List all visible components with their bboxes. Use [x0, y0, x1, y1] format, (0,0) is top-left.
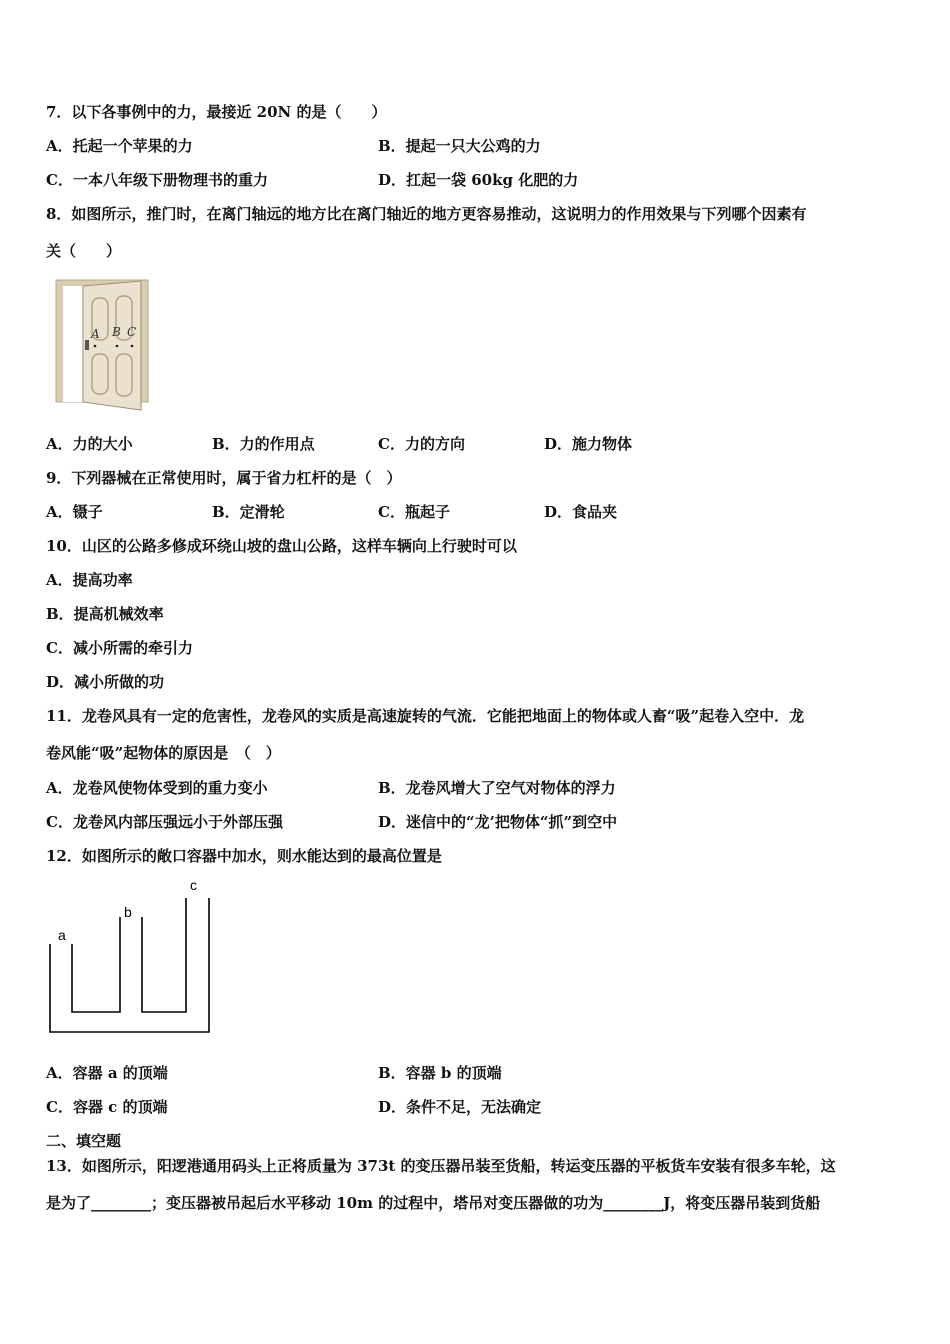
q12-option-c: C．容器 c 的顶端 — [46, 1098, 168, 1116]
q13-line1: 13．如图所示，阳逻港通用码头上正将质量为 373t 的变压器吊装至货船，转运变压器的平板货车安装有很多车轮，这 — [46, 1157, 836, 1175]
q7-option-a: A．托起一个苹果的力 — [46, 137, 193, 155]
q8-option-c: C．力的方向 — [378, 435, 465, 453]
door-point-c — [131, 345, 134, 348]
q11-option-b: B．龙卷风增大了空气对物体的浮力 — [378, 779, 616, 797]
q7-option-c: C．一本八年级下册物理书的重力 — [46, 171, 268, 189]
door-figure — [55, 278, 155, 414]
q13-line2: 是为了________；变压器被吊起后水平移动 10m 的过程中，塔吊对变压器做的功为________J，将变压器吊装到货船 — [46, 1194, 821, 1212]
q10-option-a: A．提高功率 — [46, 571, 133, 589]
q12-stem: 12．如图所示的敞口容器中加水，则水能达到的最高位置是 — [46, 847, 442, 865]
door-label-a: A — [91, 327, 100, 341]
q10-option-c: C．减小所需的牵引力 — [46, 639, 193, 657]
door-point-b — [116, 345, 119, 348]
q10-option-b: B．提高机械效率 — [46, 605, 164, 623]
vessel-label-a: a — [58, 927, 66, 943]
q9-option-d: D．食品夹 — [544, 503, 618, 521]
q9-stem: 9．下列器械在正常使用时，属于省力杠杆的是（ ） — [46, 469, 402, 487]
vessel-label-b: b — [124, 904, 132, 920]
door-label-c: C — [127, 325, 137, 339]
q12-option-b: B．容器 b 的顶端 — [378, 1064, 502, 1082]
door-point-a — [94, 345, 97, 348]
section-title: 二、填空题 — [46, 1132, 122, 1150]
q11-stem-line2: 卷风能“吸”起物体的原因是 （ ） — [46, 744, 281, 762]
q8-stem-line1: 8．如图所示，推门时，在离门轴远的地方比在离门轴近的地方更容易推动，这说明力的作用效果与下列哪个因素有 — [46, 205, 807, 223]
q8-option-a: A．力的大小 — [46, 435, 133, 453]
q9-option-a: A．镊子 — [46, 503, 103, 521]
vessel-a-b-inner-wall — [72, 917, 120, 1012]
vessel-label-c: c — [190, 877, 197, 893]
q7-option-d: D．扛起一袋 60kg 化肥的力 — [378, 171, 579, 189]
q8-option-b: B．力的作用点 — [212, 435, 315, 453]
q7-stem: 7．以下各事例中的力，最接近 20N 的是（ ） — [46, 103, 387, 121]
q12-option-d: D．条件不足，无法确定 — [378, 1098, 542, 1116]
q8-option-d: D．施力物体 — [544, 435, 633, 453]
door-handle — [85, 340, 89, 350]
q8-stem-line2: 关（ ） — [46, 242, 122, 260]
vessel-b-c-inner-wall — [142, 898, 186, 1012]
q9-option-c: C．瓶起子 — [378, 503, 450, 521]
q10-option-d: D．减小所做的功 — [46, 673, 165, 691]
door-label-b: B — [112, 325, 121, 339]
vessel-figure — [44, 872, 216, 1036]
q11-stem-line1: 11．龙卷风具有一定的危害性，龙卷风的实质是高速旋转的气流．它能把地面上的物体或人畜“吸”起卷入空中．龙 — [46, 707, 805, 725]
q7-option-b: B．提起一只大公鸡的力 — [378, 137, 541, 155]
q11-option-a: A．龙卷风使物体受到的重力变小 — [46, 779, 268, 797]
q11-option-d: D．迷信中的“龙’把物体“抓”到空中 — [378, 813, 618, 831]
q12-option-a: A．容器 a 的顶端 — [46, 1064, 168, 1082]
q9-option-b: B．定滑轮 — [212, 503, 285, 521]
q11-option-c: C．龙卷风内部压强远小于外部压强 — [46, 813, 283, 831]
q10-stem: 10．山区的公路多修成环绕山坡的盘山公路，这样车辆向上行驶时可以 — [46, 537, 517, 555]
